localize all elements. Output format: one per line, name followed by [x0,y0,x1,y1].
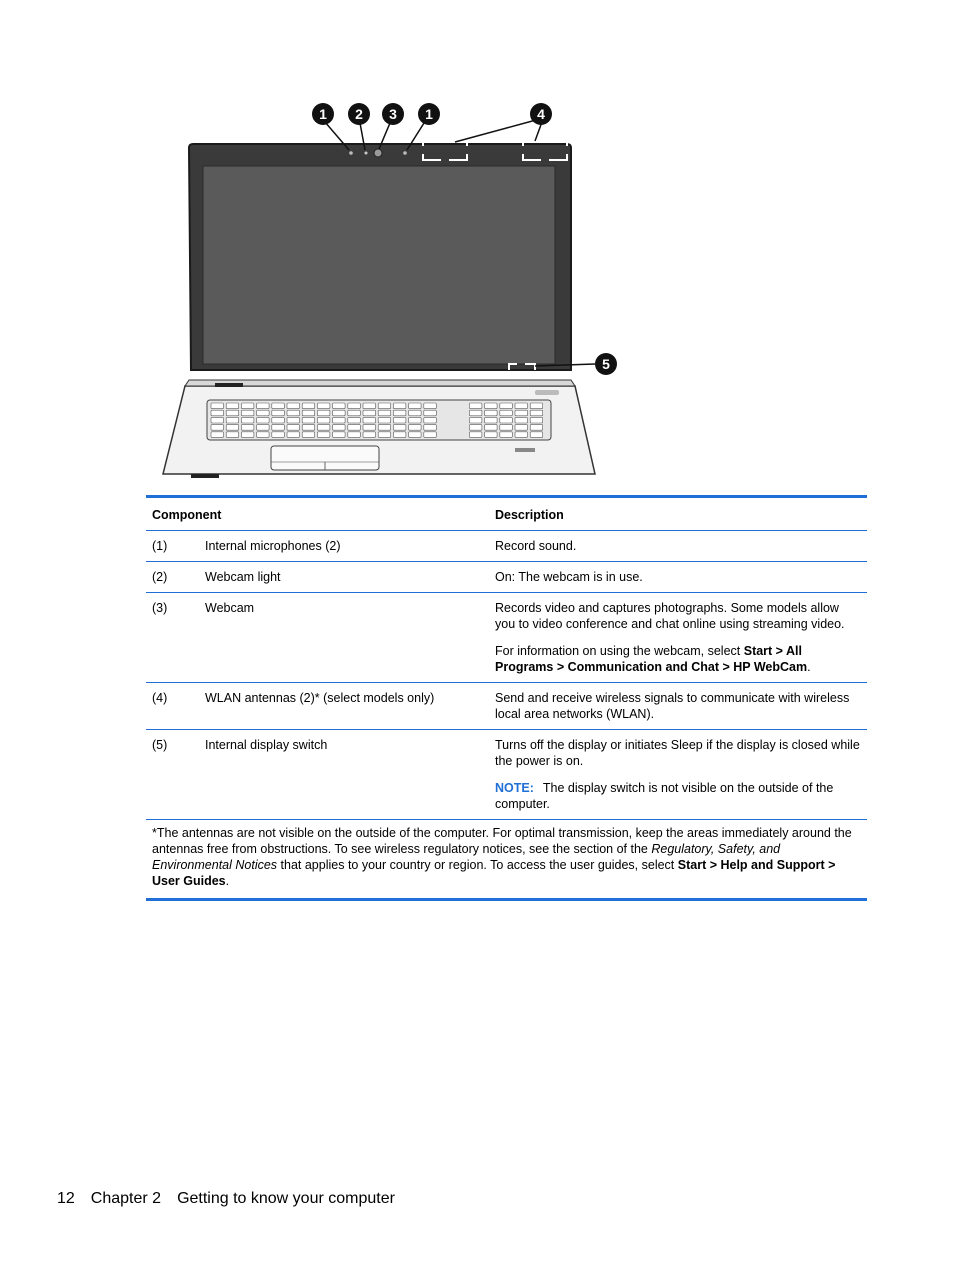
row-component: Internal microphones (2) [205,539,341,553]
row-number: (5) [152,738,168,752]
keyboard-key [348,410,361,416]
page-footer [57,1190,395,1208]
keyboard-key [469,425,482,431]
keyboard-key [257,425,270,431]
keyboard-key [378,403,391,409]
keyboard-key [226,432,239,438]
keyboard-key [485,432,498,438]
keyboard-key [272,417,285,423]
keyboard-key [226,403,239,409]
keyboard-key [424,403,437,409]
keyboard-key [241,410,254,416]
keyboard-key [302,403,315,409]
keyboard-key [333,410,346,416]
row-number: (4) [152,691,168,705]
keyboard-key [363,403,376,409]
row-component: Webcam light [205,570,281,584]
keyboard-key [378,410,391,416]
keyboard-key [530,425,543,431]
row-description: Turns off the display or initiates Sleep if the display is closed while the power is on. NOTE: The display switch is not visible on the outside of the computer. [495,738,860,811]
keyboard-key [348,432,361,438]
keyboard-key [500,417,513,423]
keyboard-key [409,432,422,438]
keyboard-key [515,403,528,409]
keyboard-key [485,410,498,416]
row-number: (3) [152,601,168,615]
table-row [146,562,867,593]
keyboard-key [409,403,422,409]
keyboard-key [409,410,422,416]
keyboard-key [348,417,361,423]
keyboard-key [424,425,437,431]
keyboard-key [287,425,300,431]
row-description: Records video and captures photographs. Some models allow you to video conference and chat online using streaming video. For information on using the webcam, select Start > All Programs > Communication and Chat > HP WebCam. [495,601,845,674]
keyboard-key [424,432,437,438]
keyboard-key [241,403,254,409]
keyboard-key [424,410,437,416]
keyboard-key [378,417,391,423]
keyboard-key [424,417,437,423]
component-table [146,495,867,901]
keyboard-key [211,410,224,416]
row-component: Internal display switch [205,738,328,752]
table-header [146,498,867,531]
keyboard-key [530,432,543,438]
keyboard-key [469,403,482,409]
keyboard-key [302,425,315,431]
keyboard-key [530,403,543,409]
keyboard-key [287,410,300,416]
keyboard-key [393,403,406,409]
keyboard-key [515,432,528,438]
svg-text:3: 3 [389,106,397,122]
keyboard-key [333,403,346,409]
keyboard-key [241,417,254,423]
keyboard-key [378,432,391,438]
keyboard-key [287,403,300,409]
keyboard-key [241,425,254,431]
keyboard-key [393,432,406,438]
keyboard-key [287,432,300,438]
webcam [374,149,382,157]
row-component: WLAN antennas (2)* (select models only) [205,691,435,705]
svg-text:1: 1 [425,106,433,122]
keyboard-key [363,432,376,438]
keyboard-key [333,432,346,438]
keyboard-key [500,403,513,409]
keyboard-key [317,432,330,438]
keyboard-key [485,417,498,423]
keyboard-key [530,417,543,423]
keyboard-key [515,417,528,423]
note-label: NOTE: [495,781,534,795]
keyboard-key [302,410,315,416]
svg-text:2: 2 [355,106,363,122]
keyboard-key [241,432,254,438]
keyboard-key [409,417,422,423]
keyboard-key [485,425,498,431]
keyboard-key [317,425,330,431]
callout-3 [382,103,404,125]
keyboard-key [500,410,513,416]
keyboard-key [226,425,239,431]
keyboard-key [393,417,406,423]
keyboard-key [348,403,361,409]
keyboard-key [333,425,346,431]
keyboard-key [226,410,239,416]
microphone-left [349,151,353,155]
table-row [146,683,867,730]
row-description: On: The webcam is in use. [495,570,643,584]
chapter-label: Chapter 2 [90,1190,162,1207]
page-number: 12 [57,1190,75,1207]
row-number: (2) [152,570,168,584]
keyboard-key [257,417,270,423]
keyboard-key [211,425,224,431]
table-footnote: *The antennas are not visible on the outside of the computer. For optimal transmission, keep the areas immediately around the antennas free from obstructions. To see wireless regulatory notices, see the section of the Regulatory, Safety, and Environmental Notices that applies to your country or region. To access the user guides, select Start > Help and Support > User Guides. [152,826,852,888]
table-row [146,730,867,820]
keyboard-key [469,432,482,438]
webcam-light [365,152,368,155]
keyboard-key [333,417,346,423]
keyboard-key [363,425,376,431]
keyboard-key [211,432,224,438]
keyboard-key [302,417,315,423]
keyboard-key [500,432,513,438]
keyboard-key [257,410,270,416]
keyboard [207,400,551,440]
svg-text:1: 1 [319,106,327,122]
keyboard-key [348,425,361,431]
keyboard-key [272,410,285,416]
keyboard-key [317,410,330,416]
keyboard-key [363,410,376,416]
row-description: Send and receive wireless signals to communicate with wireless local area networks (WLAN). [495,691,850,721]
callout-5 [595,353,617,375]
keyboard-key [317,403,330,409]
keyboard-key [211,417,224,423]
callout-1b [418,103,440,125]
keyboard-key [226,417,239,423]
callout-4 [530,103,552,125]
chapter-title: Getting to know your computer [177,1190,395,1207]
keyboard-key [485,403,498,409]
menu-path: Start > All Programs > Communication and Chat > HP WebCam [495,644,808,674]
keyboard-key [363,417,376,423]
keyboard-key [393,425,406,431]
display-screen [203,166,555,364]
keyboard-key [257,432,270,438]
note: NOTE: The display switch is not visible on the outside of the computer. [495,781,834,811]
callout-1a [312,103,334,125]
keyboard-key [272,425,285,431]
header-description: Description [495,508,564,522]
callout-2 [348,103,370,125]
row-component: Webcam [205,601,255,615]
row-number: (1) [152,539,168,553]
table-row [146,531,867,562]
keyboard-key [515,425,528,431]
svg-text:4: 4 [537,106,545,122]
keyboard-key [393,410,406,416]
row-description: Record sound. [495,539,577,553]
keyboard-key [257,403,270,409]
keyboard-key [302,432,315,438]
svg-text:5: 5 [602,356,610,372]
keyboard-key [378,425,391,431]
keyboard-key [272,432,285,438]
keyboard-key [287,417,300,423]
header-component: Component [152,508,222,522]
keyboard-key [515,410,528,416]
keyboard-key [409,425,422,431]
table-row [146,593,867,683]
microphone-right [403,151,407,155]
laptop-front-illustration [155,96,625,486]
keyboard-key [530,410,543,416]
keyboard-key [469,410,482,416]
keyboard-key [500,425,513,431]
keyboard-key [469,417,482,423]
keyboard-key [211,403,224,409]
keyboard-key [317,417,330,423]
keyboard-key [272,403,285,409]
